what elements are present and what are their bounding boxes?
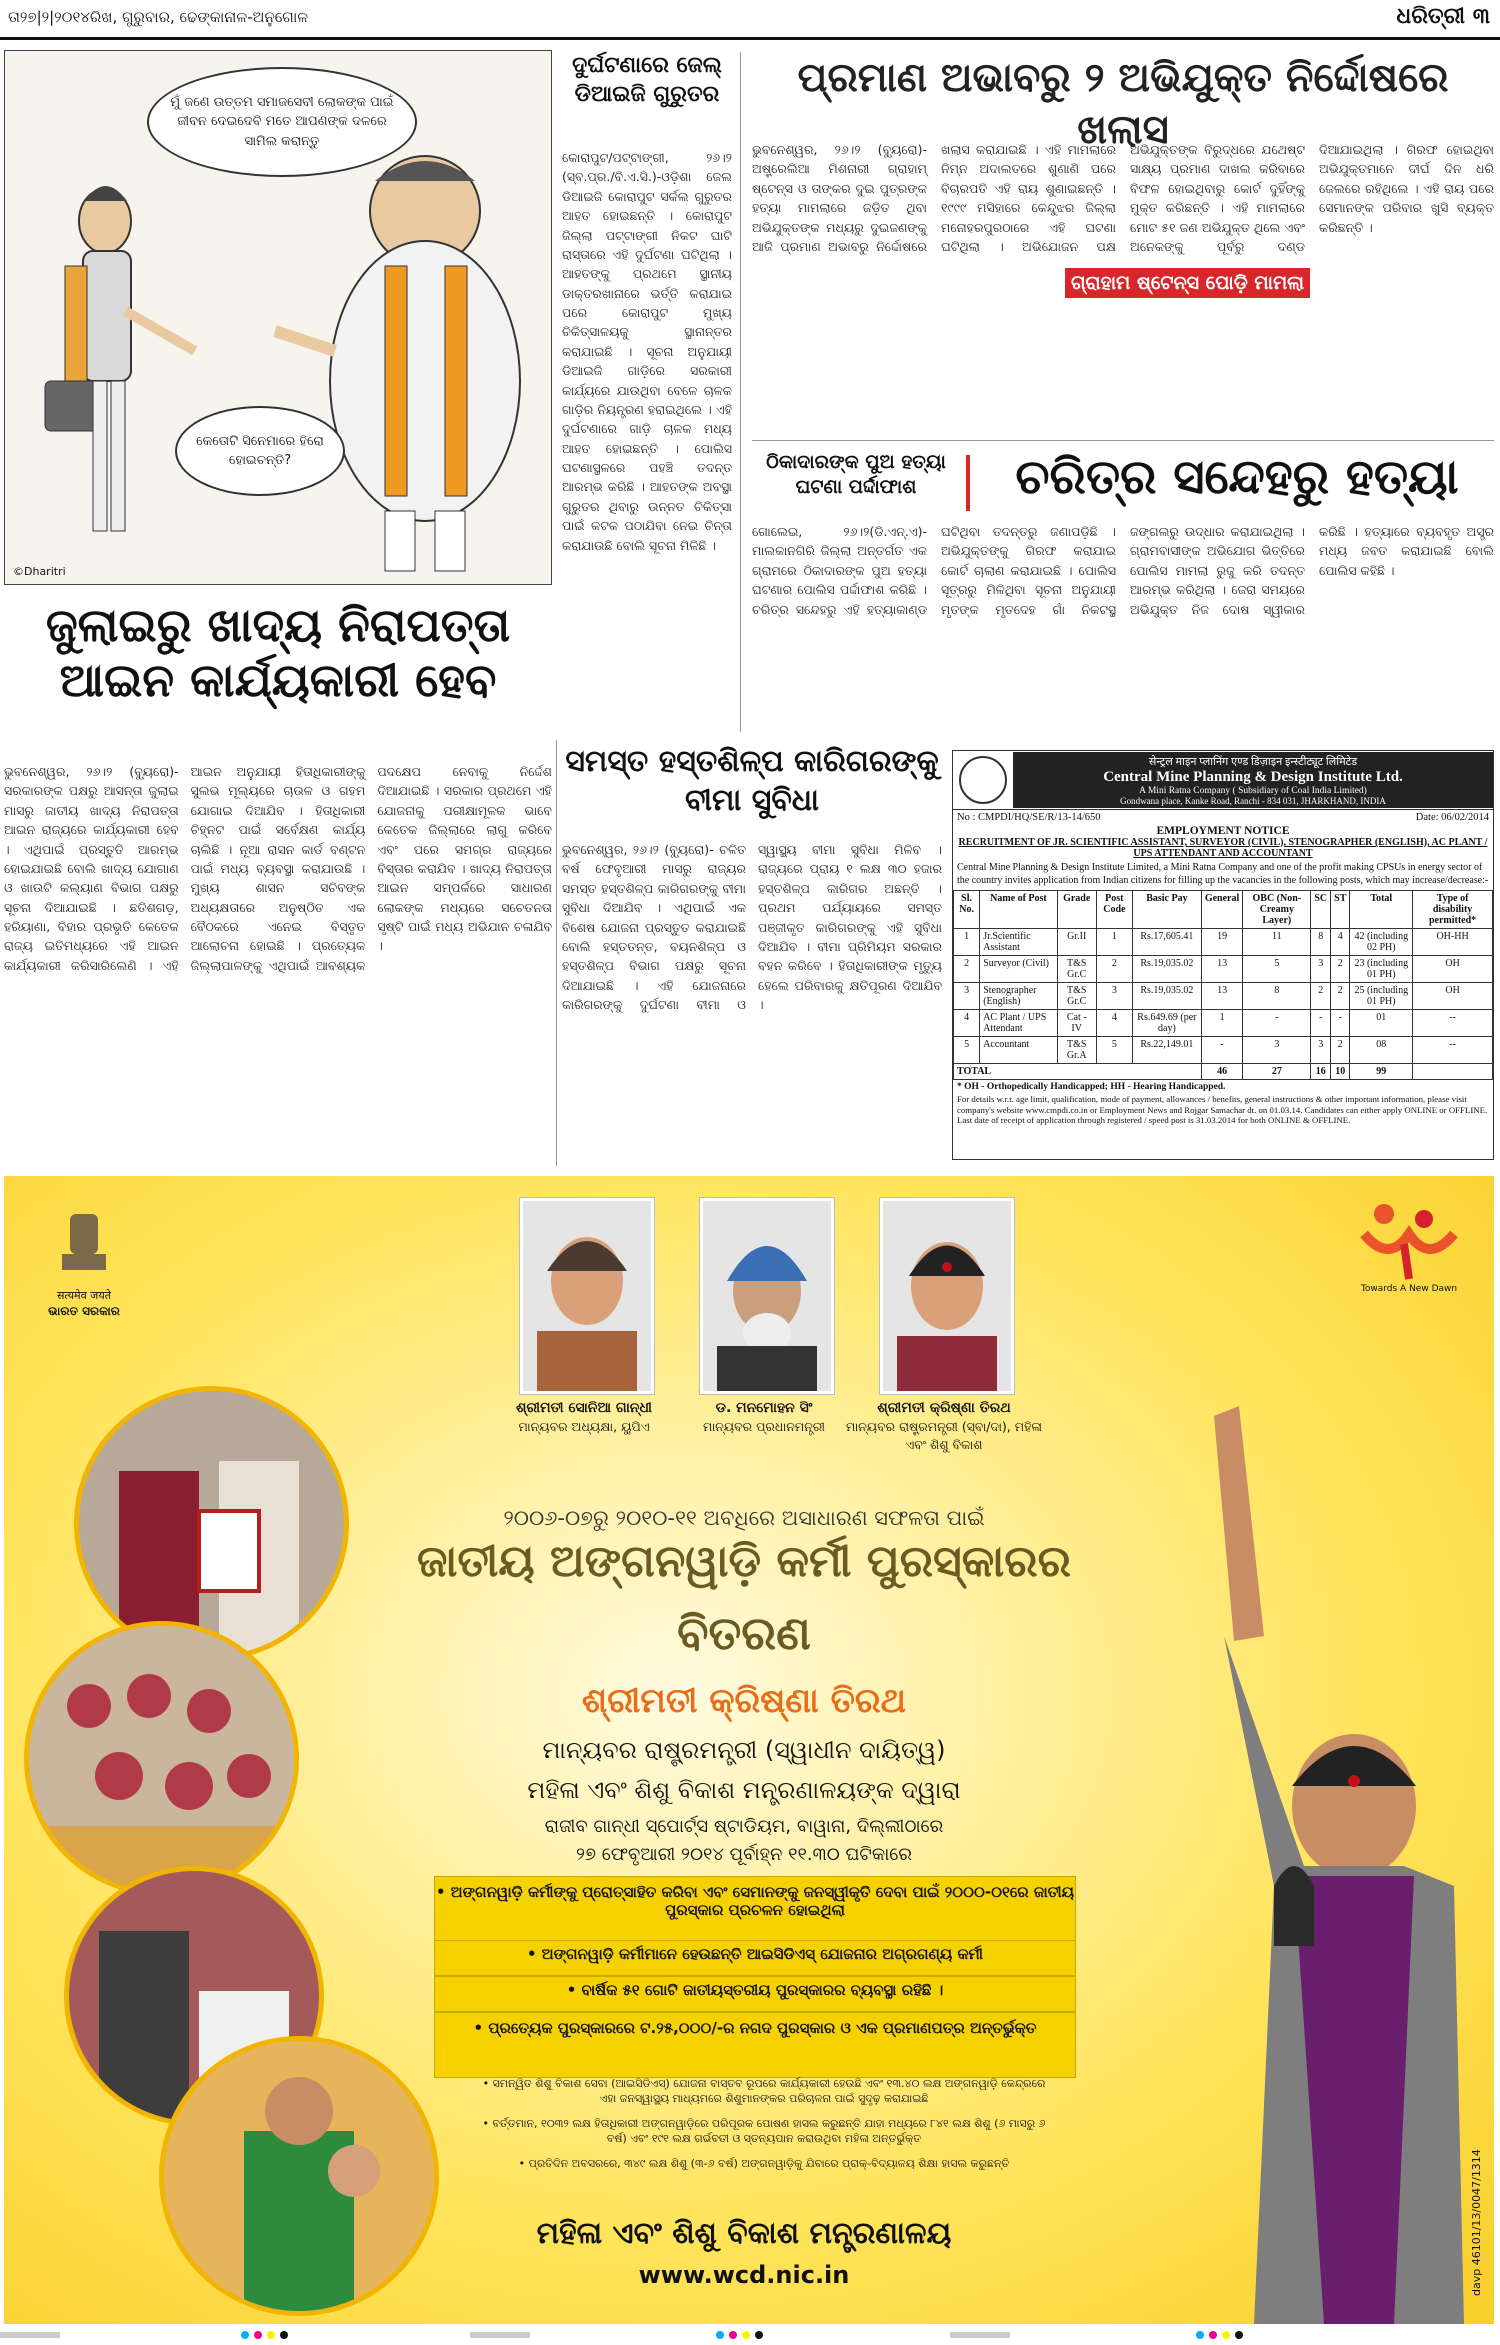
ad-bullet-2: • ବର୍ତ୍ତମାନ, ୧୦୩୨ ଲକ୍ଷ ହିତାଧିକାରୀ ଅଙ୍ଗନୱାଡ଼ିରେ ପରିପୂରକ ପୋଷଣ ହାସଲ କରୁଛନ୍ତି ଯାହା ମଧ୍ୟରେ ୮୪୧ ଲକ୍ଷ ଶିଶୁ (୬ ମାସରୁ ୬ ବର୍ଷ) ଏବଂ ୧୯୧ ଲକ୍ଷ ଗର୍ଭବତୀ ଓ ସ୍ତନ୍ୟପାନ କରାଉଥିବା ମହିଳା ଅନ୍ତର୍ଭୁକ୍ତ — [482, 2117, 1046, 2146]
vacancy-row — [954, 1010, 1493, 1037]
vacancy-col-header: Total — [1350, 891, 1413, 929]
org-hindi: सेन्ट्रल माइन प्लानिंग एण्ड डिज़ाइन इन्स्टीट्यूट लिमिटेड — [1148, 756, 1358, 768]
vacancy-col-header: Type of disability permitted* — [1413, 891, 1493, 929]
vacancy-col-header: ST — [1331, 891, 1350, 929]
ad-period-line: ୨୦୦୬-୦୭ରୁ ୨୦୧୦-୧୧ ଅବଧିରେ ଅସାଧାରଣ ସଫଳତା ପାଇଁ — [503, 1506, 985, 1530]
ad-ministry-by: ମହିଳା ଏବଂ ଶିଶୁ ବିକାଶ ମନ୍ତ୍ରଣାଳୟଙ୍କ ଦ୍ୱାରା — [527, 1776, 961, 1804]
vacancy-cell: 3 — [954, 983, 980, 1010]
murder-subhead: ଠିକାଦାରଙ୍କ ପୁଅ ହତ୍ୟା ଘଟଣା ପର୍ଦ୍ଦାଫାଶ — [766, 451, 946, 498]
dateline: ତା୨୭|୨|୨୦୧୪ରିଖ, ଗୁରୁବାର, ଢେଙ୍କାନାଳ-ଅନୁଗୋଳ — [8, 8, 309, 26]
ad-title-line1: ଜାତୀୟ ଅଙ୍ଗନୱାଡ଼ି କର୍ମୀ ପୁରସ୍କାରର — [417, 1536, 1071, 1587]
artisans-headline: ସମସ୍ତ ହସ୍ତଶିଳ୍ପ କାରିଗରଙ୍କୁ ବୀମା ସୁବିଧା — [565, 744, 939, 818]
vacancy-cell: OH — [1413, 956, 1493, 983]
vacancy-cell: 3 — [1096, 983, 1132, 1010]
notice-intro: Central Mine Planning & Design Institute Limited, a Mini Ratna Company and one of the profit making CPSUs in energy sector of the country invites application from Indian citizens for filling up the vacancies in the following posts, which may increase/decrease:- — [957, 862, 1489, 886]
photo-anganwadi-workers — [24, 1621, 299, 1896]
page-header — [0, 0, 1500, 40]
vacancy-row — [954, 1037, 1493, 1064]
murder-body: ଗୋଲେଇ, ୨୬।୨(ଡି.ଏନ୍.ଏ)- ମାଲକାନଗିରି ଜିଲ୍ଲା ଅନ୍ତର୍ଗତ ଏକ ଗ୍ରାମରେ ଠିକାଦାରଙ୍କ ପୁଅ ହତ୍ୟା ଘଟଣାର ପୋଲିସ ପର୍ଦ୍ଦାଫାଶ କରିଛି । ଚରିତ୍ର ସନ୍ଦେହରୁ ଏହି ହତ୍ୟାକାଣ୍ଡ ଘଟିଥିବା ତଦନ୍ତରୁ ଜଣାପଡ଼ିଛି । ଅଭିଯୁକ୍ତଙ୍କୁ ଗିରଫ କରାଯାଇ କୋର୍ଟ ଚାଲାଣ କରାଯାଇଛି । ପୋଲିସ ସୂତ୍ରରୁ ମିଳିଥିବା ସୂଚନା ଅନୁଯାୟୀ ମୃତଙ୍କ ମୃତଦେହ ଗାଁ ନିକଟସ୍ଥ ଜଙ୍ଗଲରୁ ଉଦ୍ଧାର କରାଯାଇଥିଲା । ଗ୍ରାମବାସୀଙ୍କ ଅଭିଯୋଗ ଭିତ୍ତିରେ ପୋଲିସ ମାମଲା ରୁଜୁ କରି ତଦନ୍ତ ଆରମ୍ଭ କରିଥିଲା । ଜେରା ସମୟରେ ଅଭିଯୁକ୍ତ ନିଜ ଦୋଷ ସ୍ୱୀକାର କରିଛି । ହତ୍ୟାରେ ବ୍ୟବହୃତ ଅସ୍ତ୍ର ମଧ୍ୟ ଜବତ କରାଯାଇଛି ବୋଲି ପୋଲିସ କହିଛି । — [752, 524, 1494, 617]
vacancy-col-header: OBC (Non-Creamy Layer) — [1243, 891, 1311, 929]
vacancy-cell: - — [1201, 1037, 1242, 1064]
vacancy-cell: 19 — [1201, 929, 1242, 956]
person-name: ଡ. ମନମୋହନ ସିଂ — [715, 1400, 813, 1416]
vacancy-cell: 10 — [1331, 1064, 1350, 1080]
wcd-logo-text: Towards A New Dawn — [1360, 1284, 1458, 1294]
vacancy-cell: 2 — [1096, 956, 1132, 983]
portrait-sonia-gandhi — [520, 1198, 654, 1394]
vacancy-cell — [1413, 1064, 1493, 1080]
vacancy-cell: Surveyor (Civil) — [980, 956, 1057, 983]
vacancy-cell: 5 — [1243, 956, 1311, 983]
ad-datetime: ୨୭ ଫେବୃଆରୀ ୨୦୧୪ ପୂର୍ବାହ୍ନ ୧୧.୩୦ ଘଟିକାରେ — [576, 1844, 912, 1865]
vacancy-cell: 2 — [1331, 956, 1350, 983]
ad-url: www.wcd.nic.in — [638, 2261, 850, 2289]
vacancy-cell: - — [1331, 1010, 1350, 1037]
ad-highlight-2: • ଅଙ୍ଗନୱାଡ଼ି କର୍ମୀମାନେ ହେଉଛନ୍ତି ଆଇସିଡିଏସ୍ ଯୋଜନାର ଅଗ୍ରଗଣ୍ୟ କର୍ମୀ — [434, 1940, 1076, 1976]
vacancy-total-row — [954, 1064, 1493, 1080]
notice-date: Date: 06/02/2014 — [1415, 812, 1489, 823]
red-divider — [966, 455, 970, 511]
person-name: ଶ୍ରୀମତୀ କ୍ରିଷ୍ଣା ତିରଥ — [877, 1400, 1011, 1416]
vacancy-cell: OH-HH — [1413, 929, 1493, 956]
org-subtitle: A Mini Ratna Company ( Subsidiary of Coal India Limited) — [1139, 786, 1367, 796]
jail-body: କୋରାପୁଟ/ପଟ୍ଟାଙ୍ଗୀ, ୨୬।୨ (ସ୍ବ.ପ୍ର./ବି.ଏ.ସି.)-ଓଡ଼ିଶା ଜେଲ ଡିଆଇଜି କୋରାପୁଟ ସର୍କଲ ଗୁରୁତର ଆହତ ହୋଇଛନ୍ତି । କୋରାପୁଟ ଜିଲ୍ଲା ପଟ୍ଟାଙ୍ଗୀ ନିକଟ ଘାଟି ରାସ୍ତାରେ ଏହି ଦୁର୍ଘଟଣା ଘଟିଥିଲା । ଆହତଙ୍କୁ ପ୍ରଥମେ ସ୍ଥାନୀୟ ଡାକ୍ତରଖାନାରେ ଭର୍ତ୍ତି କରାଯାଇ ପରେ କୋରାପୁଟ ମୁଖ୍ୟ ଚିକିତ୍ସାଳୟକୁ ସ୍ଥାନାନ୍ତର କରାଯାଇଛି । ସୂଚନା ଅନୁଯାୟୀ ଡିଆଇଜି ଗାଡ଼ିରେ ସରକାରୀ କାର୍ଯ୍ୟରେ ଯାଉଥିବା ବେଳେ ଚାଳକ ଗାଡ଼ିର ନିୟନ୍ତ୍ରଣ ହରାଇଥିଲେ । ଏହି ଦୁର୍ଘଟଣାରେ ଗାଡ଼ି ଚାଳକ ମଧ୍ୟ ଆହତ ହୋଇଛନ୍ତି । ପୋଲିସ ଘଟଣାସ୍ଥଳରେ ପହଞ୍ଚି ତଦନ୍ତ ଆରମ୍ଭ କରିଛି । ଆହତଙ୍କ ଅବସ୍ଥା ଗୁରୁତର ଥିବାରୁ ଉନ୍ନତ ଚିକିତ୍ସା ପାଇଁ କଟକ ପଠାଯିବା ନେଇ ଚିନ୍ତା କରାଯାଉଛି ବୋଲି ସୂଚନା ମିଳିଛି । — [562, 150, 732, 553]
vacancy-cell: 3 — [1243, 1037, 1311, 1064]
acquit-banner: ଗ୍ରାହାମ ଷ୍ଟେନ୍ସ ପୋଡ଼ି ମାମଲା — [1065, 268, 1310, 298]
employment-notice — [952, 750, 1494, 1160]
photo-award-ceremony — [74, 1386, 349, 1661]
vacancy-cell: 4 — [1096, 1010, 1132, 1037]
notice-subtitle: RECRUITMENT OF JR. SCIENTIFIC ASSISTANT, SURVEYOR (CIVIL), STENOGRAPHER (ENGLISH), AC PLANT / UPS ATTENDANT AND ACCOUNTANT — [958, 837, 1488, 859]
person-role: ମାନ୍ୟବର ପ୍ରଧାନମନ୍ତ୍ରୀ — [702, 1419, 825, 1435]
photo-mother-child — [159, 2036, 439, 2316]
vacancy-cell: - — [1243, 1010, 1311, 1037]
vacancy-cell: Gr.II — [1057, 929, 1096, 956]
column-rule — [740, 52, 741, 732]
vacancy-cell: 5 — [954, 1037, 980, 1064]
vacancy-col-header: Grade — [1057, 891, 1096, 929]
vacancy-cell: 25 (including 01 PH) — [1350, 983, 1413, 1010]
vacancy-cell: Rs.19,035.02 — [1132, 956, 1201, 983]
ad-highlight-3: • ବାର୍ଷିକ ୫୧ ଗୋଟି ଜାତୀୟସ୍ତରୀୟ ପୁରସ୍କାରର ବ୍ୟବସ୍ଥା ରହିଛି । — [434, 1976, 1076, 2012]
ad-highlight-4: • ପ୍ରତ୍ୟେକ ପୁରସ୍କାରରେ ଟ.୨୫,୦୦୦/-ର ନଗଦ ପୁରସ୍କାର ଓ ଏକ ପ୍ରମାଣପତ୍ର ଅନ୍ତର୍ଭୁକ୍ତ — [434, 2012, 1076, 2078]
vacancy-cell: 27 — [1243, 1064, 1311, 1080]
vacancy-col-header: Post Code — [1096, 891, 1132, 929]
vacancy-table — [953, 890, 1493, 1080]
emblem-motto: सत्यमेव जयते — [56, 1289, 111, 1302]
ad-footer-ministry: ମହିଳା ଏବଂ ଶିଶୁ ବିକାଶ ମନ୍ତ୍ରଣାଳୟ — [536, 2216, 952, 2251]
speech-bubble-1: ମୁଁ ଜଣେ ଉତ୍ତମ ସମାଜସେବୀ ଲୋକଙ୍କ ପାଇଁ ଜୀବନ ଦେଇଦେବି ମତେ ଆପଣଙ୍କ ଦଳରେ ସାମିଲ କରାନ୍ତୁ — [147, 67, 417, 177]
page-number: ଧରିତ୍ରୀ ୩ — [1396, 4, 1490, 29]
vacancy-table-header — [954, 891, 1493, 929]
vacancy-col-header: SC — [1311, 891, 1331, 929]
vacancy-cell: 13 — [1201, 956, 1242, 983]
vacancy-row — [954, 956, 1493, 983]
ad-highlight-1: • ଅଙ୍ଗନୱାଡ଼ି କର୍ମୀଙ୍କୁ ପ୍ରୋତ୍ସାହିତ କରିବା ଏବଂ ସେମାନଙ୍କୁ ଜନସ୍ୱୀକୃତି ଦେବା ପାଇଁ ୨୦୦୦-୦୧ରେ ଜାତୀୟ ପୁରସ୍କାର ପ୍ରଚଳନ ହୋଇଥିଲା — [434, 1876, 1076, 1942]
food-headline: ଜୁଲାଇରୁ ଖାଦ୍ୟ ନିରାପତ୍ତା ଆଇନ କାର୍ଯ୍ୟକାରୀ ହେବ — [45, 598, 511, 708]
vacancy-col-header: Basic Pay — [1132, 891, 1201, 929]
vacancy-cell: 13 — [1201, 983, 1242, 1010]
vacancy-cell: 2 — [1331, 1037, 1350, 1064]
vacancy-cell: TOTAL — [954, 1064, 1202, 1080]
person-name: ଶ୍ରୀମତୀ ସୋନିଆ ଗାନ୍ଧୀ — [516, 1400, 652, 1416]
wcd-logo-icon — [1344, 1194, 1474, 1284]
vacancy-cell: Jr.Scientific Assistant — [980, 929, 1057, 956]
org-address: Gondwana place, Kanke Road, Ranchi - 834 031, JHARKHAND, INDIA — [1120, 796, 1386, 806]
vacancy-cell: 1 — [1201, 1010, 1242, 1037]
vacancy-cell: Rs.22,149.01 — [1132, 1037, 1201, 1064]
vacancy-row — [954, 929, 1493, 956]
speech-bubble-2: କେତୋଟି ସିନେମାରେ ହିରୋ ହୋଇଚନ୍ତି? — [175, 406, 345, 496]
vacancy-col-header: General — [1201, 891, 1242, 929]
vacancy-table-body — [954, 929, 1493, 1080]
ad-title-line2: ବିତରଣ — [677, 1606, 811, 1660]
acquit-body: ଭୁବନେଶ୍ୱର, ୨୬।୨ (ବ୍ୟୁରୋ)- ଅଷ୍ଟ୍ରେଲିଆ ମିଶନାରୀ ଗ୍ରାହାମ୍ ଷ୍ଟେନ୍ସ ଓ ତାଙ୍କର ଦୁଇ ପୁତ୍ରଙ୍କ ହତ୍ୟା ମାମଲାରେ ଜଡ଼ିତ ଥିବା ଅଭିଯୁକ୍ତଙ୍କ ମଧ୍ୟରୁ ଦୁଇଜଣଙ୍କୁ ଆଜି ପ୍ରମାଣ ଅଭାବରୁ ନିର୍ଦ୍ଦୋଷରେ ଖଲାସ କରାଯାଇଛି । ଏହି ମାମଲାରେ ନିମ୍ନ ଅଦାଲତରେ ଶୁଣାଣି ପରେ ବିଚାରପତି ଏହି ରାୟ ଶୁଣାଇଛନ୍ତି । ୧୯୯୯ ମସିହାରେ କେନ୍ଦୁଝର ଜିଲ୍ଲା ମନୋହରପୁରଠାରେ ଏହି ଘଟଣା ଘଟିଥିଲା । ଅଭିଯୋଜନ ପକ୍ଷ ଅଭିଯୁକ୍ତଙ୍କ ବିରୁଦ୍ଧରେ ଯଥେଷ୍ଟ ସାକ୍ଷ୍ୟ ପ୍ରମାଣ ଦାଖଲ କରିବାରେ ବିଫଳ ହୋଇଥିବାରୁ କୋର୍ଟ ଦୁହିଁଙ୍କୁ ମୁକ୍ତ କରିଛନ୍ତି । ଏହି ମାମଲାରେ ମୋଟ ୫୧ ଜଣ ଅଭିଯୁକ୍ତ ଥିଲେ ଏବଂ ଅନେକଙ୍କୁ ପୂର୍ବରୁ ଦଣ୍ଡ ଦିଆଯାଇଥିଲା । ଗିରଫ ହୋଇଥିବା ଅଭିଯୁକ୍ତମାନେ ଦୀର୍ଘ ଦିନ ଧରି ଜେଲରେ ରହିଥିଲେ । ଏହି ରାୟ ପରେ ସେମାନଙ୍କ ପରିବାର ଖୁସି ବ୍ୟକ୍ତ କରିଛନ୍ତି । — [752, 142, 1494, 254]
vacancy-col-header: Sl. No. — [954, 891, 980, 929]
vacancy-cell: 2 — [1331, 983, 1350, 1010]
acquit-headline: ପ୍ରମାଣ ଅଭାବରୁ ୨ ଅଭିଯୁକ୍ତ ନିର୍ଦ୍ଦୋଷରେ ଖଲାସ — [797, 55, 1449, 153]
vacancy-cell: 4 — [1331, 929, 1350, 956]
vacancy-cell: Rs.19,035.02 — [1132, 983, 1201, 1010]
artisans-body: ଭୁବନେଶ୍ୱର, ୨୬।୨ (ବ୍ୟୁରୋ)- ଚଳିତ ବର୍ଷ ଫେବୃଆରୀ ମାସରୁ ରାଜ୍ୟର ସମସ୍ତ ହସ୍ତଶିଳ୍ପ କାରିଗରଙ୍କୁ ବୀମା ସୁବିଧା ଦିଆଯିବ । ଏଥିପାଇଁ ଏକ ବିଶେଷ ଯୋଜନା ପ୍ରସ୍ତୁତ କରାଯାଇଛି ବୋଲି ହସ୍ତତନ୍ତ, ବୟନଶିଳ୍ପ ଓ ହସ୍ତଶିଳ୍ପ ବିଭାଗ ପକ୍ଷରୁ ସୂଚନା ଦିଆଯାଇଛି । ଏହି ଯୋଜନାରେ କାରିଗରଙ୍କୁ ଦୁର୍ଘଟଣା ବୀମା ଓ ସ୍ୱାସ୍ଥ୍ୟ ବୀମା ସୁବିଧା ମିଳିବ । ରାଜ୍ୟରେ ପ୍ରାୟ ୧ ଲକ୍ଷ ୩୦ ହଜାର ହସ୍ତଶିଳ୍ପ କାରିଗର ଅଛନ୍ତି । ପ୍ରଥମ ପର୍ଯ୍ୟାୟରେ ସମସ୍ତ ପଞ୍ଜୀକୃତ କାରିଗରଙ୍କୁ ଏହି ସୁବିଧା ଦିଆଯିବ । ବୀମା ପ୍ରିମିୟମ ସରକାର ବହନ କରିବେ । ହିତାଧିକାରୀଙ୍କ ମୃତ୍ୟୁ ହେଲେ ପରିବାରକୁ କ୍ଷତିପୂରଣ ଦିଆଯିବ । — [562, 842, 942, 1012]
vacancy-cell: 16 — [1311, 1064, 1331, 1080]
vacancy-cell: 5 — [1096, 1037, 1132, 1064]
jail-headline: ଦୁର୍ଘଟଣାରେ ଜେଲ୍ ଡିଆଇଜି ଗୁରୁତର — [572, 53, 722, 107]
notice-header — [953, 751, 1493, 810]
person-role: ମାନ୍ୟବର ଅଧ୍ୟକ୍ଷା, ୟୁପିଏ — [518, 1419, 650, 1435]
vacancy-cell: -- — [1413, 1037, 1493, 1064]
vacancy-cell: 1 — [954, 929, 980, 956]
column-rule — [556, 740, 557, 1166]
vacancy-cell: 3 — [1311, 1037, 1331, 1064]
vacancy-cell: 08 — [1350, 1037, 1413, 1064]
vacancy-cell: Rs.649.69 (per day) — [1132, 1010, 1201, 1037]
vacancy-cell: 4 — [954, 1010, 980, 1037]
ad-venue: ରାଜୀବ ଗାନ୍ଧୀ ସ୍ପୋର୍ଟ୍ସ ଷ୍ଟାଡିୟମ, ବାୱାନା, ଦିଲ୍ଲୀଠାରେ — [544, 1816, 944, 1837]
photo-minister-waving — [1144, 1386, 1474, 2324]
ad-minister-name: ଶ୍ରୀମତୀ କ୍ରିଷ୍ଣା ତିରଥ — [581, 1681, 907, 1721]
murder-headline: ଚରିତ୍ର ସନ୍ଦେହରୁ ହତ୍ୟା — [1015, 449, 1459, 505]
notice-ref: No : CMPDI/HQ/SE/R/13-14/650 — [957, 812, 1101, 823]
vacancy-cell: 2 — [1311, 983, 1331, 1010]
notice-footnote-1: * OH - Orthopedically Handicapped; HH - Hearing Handicapped. — [957, 1082, 1226, 1092]
vacancy-cell: 8 — [1311, 929, 1331, 956]
person-role: ମାନ୍ୟବର ରାଷ୍ଟ୍ରମନ୍ତ୍ରୀ (ସ୍ବା/ଦା), ମହିଳା ଏବଂ ଶିଶୁ ବିକାଶ — [845, 1419, 1042, 1453]
portrait-caption — [834, 1398, 1054, 1455]
vacancy-cell: 8 — [1243, 983, 1311, 1010]
vacancy-cell: 99 — [1350, 1064, 1413, 1080]
portrait-manmohan-singh — [700, 1198, 834, 1394]
ashoka-emblem-icon — [52, 1204, 116, 1284]
vacancy-row — [954, 983, 1493, 1010]
vacancy-cell: T&S Gr.A — [1057, 1037, 1096, 1064]
vacancy-cell: Rs.17,605.41 — [1132, 929, 1201, 956]
org-name: Central Mine Planning & Design Institute Ltd. — [1103, 769, 1403, 785]
ad-bullet-1: • ସମନ୍ୱିତ ଶିଶୁ ବିକାଶ ସେବା (ଆଇସିଡିଏସ୍) ଯୋଜନା ବାସ୍ତବ ରୂପରେ କାର୍ଯ୍ୟକାରୀ ହେଉଛି ଏବଂ ୧୩.୪୦ ଲକ୍ଷ ଅଙ୍ଗନୱାଡ଼ି କେନ୍ଦ୍ରରେ ଏହା ଜନସ୍ୱାସ୍ଥ୍ୟ ମାଧ୍ୟମରେ ଶିଶୁମାନଙ୍କର ପରିଚାଳନା ପାଇଁ ସୁଦୃଢ଼ କରାଯାଇଛି — [482, 2077, 1046, 2106]
vacancy-cell: 2 — [954, 956, 980, 983]
davp-code: davp 46101/13/0047/1314 — [1470, 2149, 1483, 2296]
editorial-cartoon — [4, 50, 552, 585]
vacancy-cell: 23 (including 01 PH) — [1350, 956, 1413, 983]
vacancy-cell: Cat - IV — [1057, 1010, 1096, 1037]
vacancy-cell: 01 — [1350, 1010, 1413, 1037]
vacancy-cell: 11 — [1243, 929, 1311, 956]
section-rule — [752, 440, 1494, 441]
cmpdi-logo — [959, 756, 1007, 804]
notice-title: EMPLOYMENT NOTICE — [1156, 825, 1290, 837]
vacancy-cell: 1 — [1096, 929, 1132, 956]
wcd-advertisement — [4, 1176, 1494, 2324]
vacancy-cell: OH — [1413, 983, 1493, 1010]
govt-label: ଭାରତ ସରକାର — [48, 1304, 120, 1318]
vacancy-cell: T&S Gr.C — [1057, 983, 1096, 1010]
vacancy-cell: -- — [1413, 1010, 1493, 1037]
vacancy-cell: T&S Gr.C — [1057, 956, 1096, 983]
notice-footnote-2: For details w.r.t. age limit, qualification, mode of payment, allowances / benefits, general instructions & other important information, please visit company's website www.cmpdi.co.in or Employment News and Rojgar Samachar dt. on 01.03.14. Candidates can either apply ONLINE or OFFLINE. Last date of receipt of application through registered / speed post is 31.03.2014 for both ONLINE & OFFLINE. — [957, 1094, 1488, 1126]
food-body: ଭୁବନେଶ୍ୱର, ୨୬।୨ (ବ୍ୟୁରୋ)- ସରକାରଙ୍କ ପକ୍ଷରୁ ଆସନ୍ତା ଜୁଲାଇ ମାସରୁ ଜାତୀୟ ଖାଦ୍ୟ ନିରାପତ୍ତା ଆଇନ ରାଜ୍ୟରେ କାର୍ଯ୍ୟକାରୀ ହେବ । ଏଥିପାଇଁ ପ୍ରସ୍ତୁତି ଆରମ୍ଭ ହୋଇଯାଇଛି ବୋଲି ଖାଦ୍ୟ ଯୋଗାଣ ଓ ଖାଉଟି କଲ୍ୟାଣ ବିଭାଗ ପକ୍ଷରୁ ସୂଚନା ଦିଆଯାଇଛି । ଛତିଶଗଡ଼, ହରିୟାଣା, ବିହାର ପ୍ରଭୃତି କେତେକ ରାଜ୍ୟ ଇତିମଧ୍ୟରେ ଏହି ଆଇନ କାର୍ଯ୍ୟକାରୀ କରିସାରିଲେଣି । ଏହି ଆଇନ ଅନୁଯାୟୀ ହିତାଧିକାରୀଙ୍କୁ ସୁଲଭ ମୂଲ୍ୟରେ ଚାଉଳ ଓ ଗହମ ଯୋଗାଇ ଦିଆଯିବ । ହିତାଧିକାରୀ ଚିହ୍ନଟ ପାଇଁ ସର୍ବେକ୍ଷଣ କାର୍ଯ୍ୟ ଚାଲିଛି । ନୂଆ ରାସନ କାର୍ଡ ବଣ୍ଟନ ପାଇଁ ମଧ୍ୟ ବ୍ୟବସ୍ଥା କରାଯାଉଛି । ମୁଖ୍ୟ ଶାସନ ସଚିବଙ୍କ ଅଧ୍ୟକ୍ଷତାରେ ଅନୁଷ୍ଠିତ ଏକ ବୈଠକରେ ଏନେଇ ବିସ୍ତୃତ ଆଲୋଚନା ହୋଇଛି । ପ୍ରତ୍ୟେକ ଜିଲ୍ଲାପାଳଙ୍କୁ ଏଥିପାଇଁ ଆବଶ୍ୟକ ପଦକ୍ଷେପ ନେବାକୁ ନିର୍ଦ୍ଦେଶ ଦିଆଯାଇଛି । ସରକାର ପ୍ରଥମେ ଏହି ଯୋଜନାକୁ ପରୀକ୍ଷାମୂଳକ ଭାବେ କେତେକ ଜିଲ୍ଲାରେ ଲାଗୁ କରିବେ ଏବଂ ପରେ ସମଗ୍ର ରାଜ୍ୟରେ ବିସ୍ତାର କରାଯିବ । ଖାଦ୍ୟ ନିରାପତ୍ତା ଆଇନ ସମ୍ପର୍କରେ ସାଧାରଣ ଲୋକଙ୍କ ମଧ୍ୟରେ ସଚେତନତା ସୃଷ୍ଟି ପାଇଁ ମଧ୍ୟ ଅଭିଯାନ ଚଳାଯିବ । — [4, 764, 552, 973]
ad-minister-role: ମାନ୍ୟବର ରାଷ୍ଟ୍ରମନ୍ତ୍ରୀ (ସ୍ୱାଧୀନ ଦାୟିତ୍ୱ) — [542, 1736, 946, 1764]
ad-bullet-3: • ପ୍ରତିଦିନ ଅବସରରେ, ୩୪୯ ଲକ୍ଷ ଶିଶୁ (୩-୬ ବର୍ଷ) ଅଙ୍ଗନୱାଡ଼ିକୁ ଯିବାରେ ପ୍ରାକ୍-ବିଦ୍ୟାଳୟ ଶିକ୍ଷା ହାସଲ କରୁଛନ୍ତି — [518, 2157, 1010, 2170]
vacancy-cell: Stenographer (English) — [980, 983, 1057, 1010]
vacancy-cell: - — [1311, 1010, 1331, 1037]
vacancy-cell: 46 — [1201, 1064, 1242, 1080]
vacancy-cell: 3 — [1311, 956, 1331, 983]
portrait-krishna-tirath — [880, 1198, 1014, 1394]
cartoon-credit: ©Dharitri — [13, 565, 66, 578]
vacancy-col-header: Name of Post — [980, 891, 1057, 929]
print-registration-strip — [0, 2326, 1500, 2339]
vacancy-cell: Accountant — [980, 1037, 1057, 1064]
vacancy-cell: 42 (including 02 PH) — [1350, 929, 1413, 956]
vacancy-cell: AC Plant / UPS Attendant — [980, 1010, 1057, 1037]
